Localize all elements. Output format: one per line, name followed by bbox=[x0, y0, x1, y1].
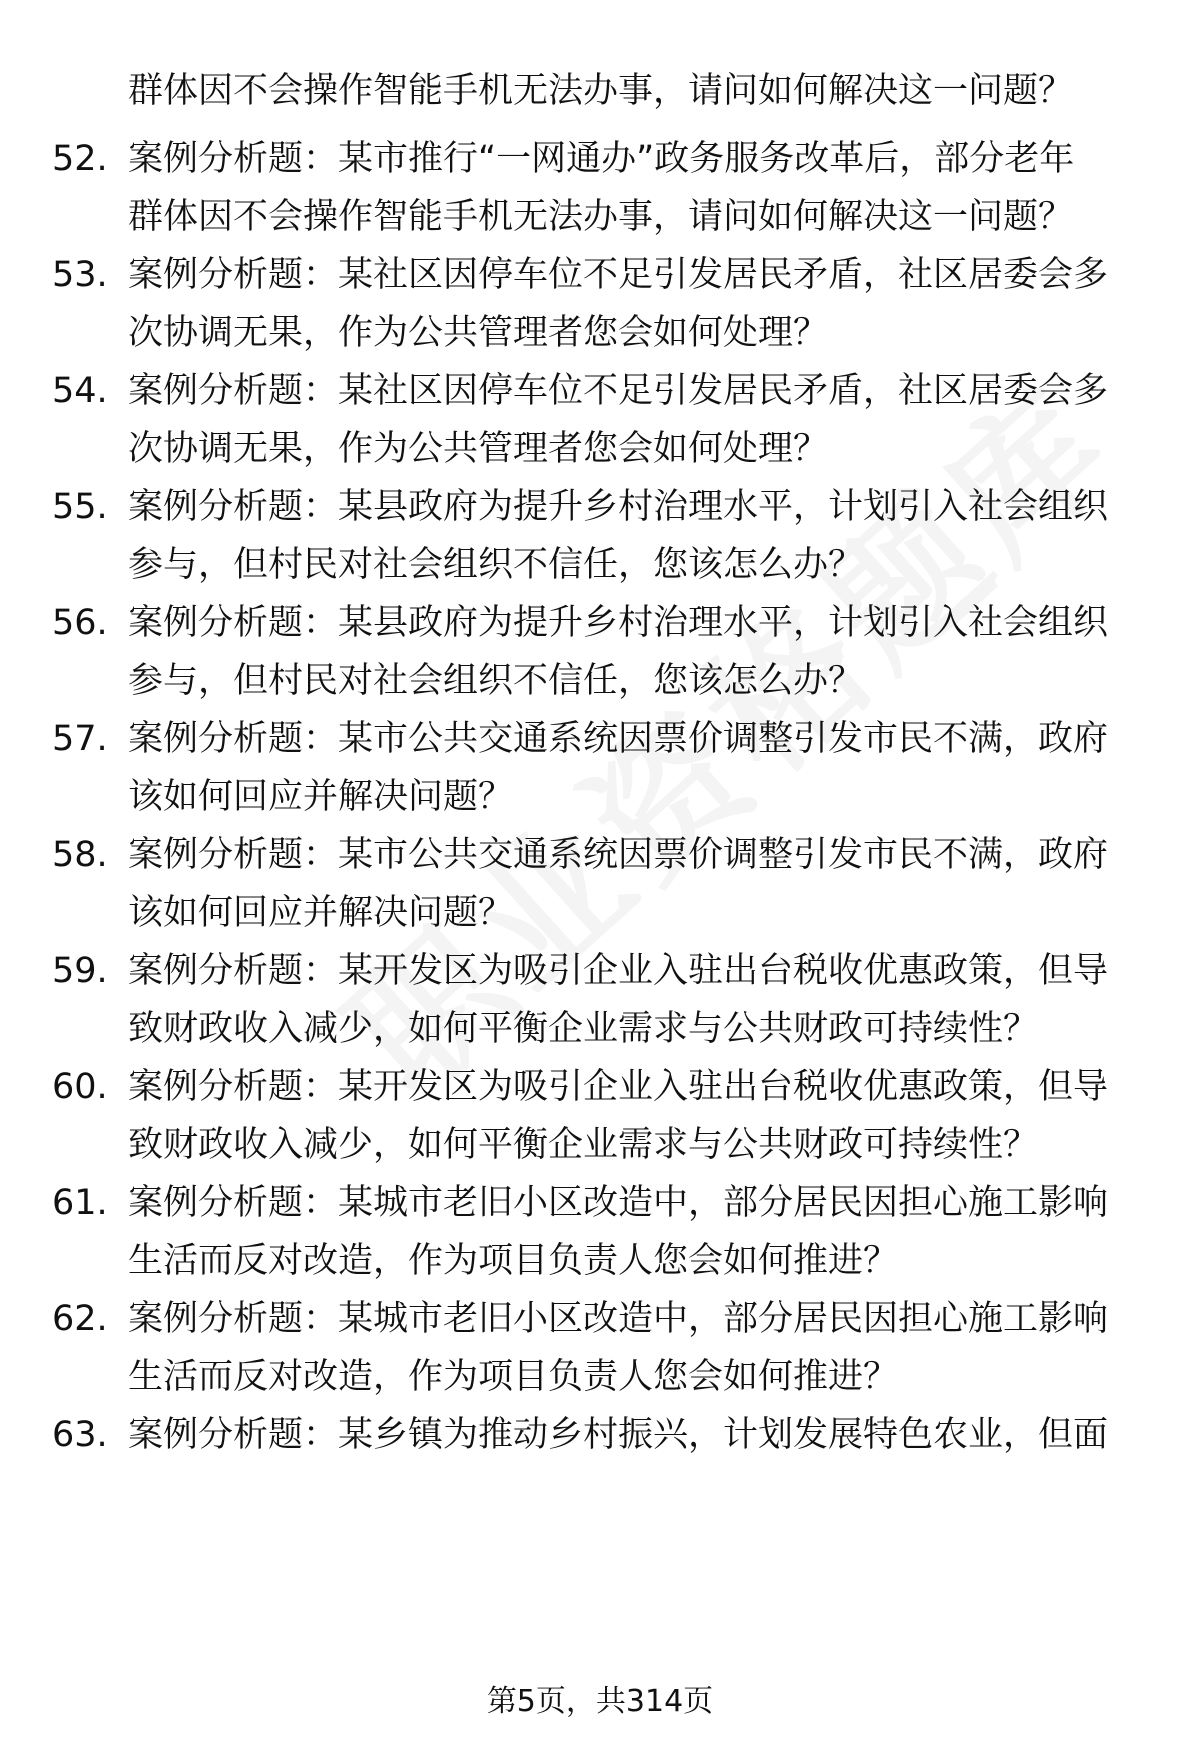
question-text-line: 案例分析题：某社区因停车位不足引发居民矛盾，社区居委会多 bbox=[128, 255, 1109, 295]
continuation-line: 群体因不会操作智能手机无法办事，请问如何解决这一问题？ bbox=[128, 71, 1074, 111]
question-text-line: 致财政收入减少，如何平衡企业需求与公共财政可持续性？ bbox=[128, 1125, 1039, 1165]
question-text-line: 案例分析题：某社区因停车位不足引发居民矛盾，社区居委会多 bbox=[128, 371, 1109, 411]
question-number: 63. bbox=[52, 1415, 108, 1455]
question-text-line: 案例分析题：某县政府为提升乡村治理水平，计划引入社会组织 bbox=[128, 603, 1109, 643]
question-text-line: 该如何回应并解决问题？ bbox=[128, 777, 514, 817]
question-text-line: 案例分析题：某乡镇为推动乡村振兴，计划发展特色农业，但面 bbox=[128, 1415, 1109, 1455]
question-item bbox=[0, 246, 1200, 362]
question-text-line: 该如何回应并解决问题？ bbox=[128, 893, 514, 933]
question-text-line: 参与，但村民对社会组织不信任，您该怎么办？ bbox=[128, 661, 864, 701]
question-text-line: 案例分析题：某市公共交通系统因票价调整引发市民不满，政府 bbox=[128, 719, 1109, 759]
question-item bbox=[0, 826, 1200, 942]
question-item bbox=[0, 478, 1200, 594]
question-number: 60. bbox=[52, 1067, 108, 1107]
question-item bbox=[0, 1290, 1200, 1406]
question-text-line: 致财政收入减少，如何平衡企业需求与公共财政可持续性？ bbox=[128, 1009, 1039, 1049]
question-item bbox=[0, 942, 1200, 1058]
question-number: 58. bbox=[52, 835, 108, 875]
question-item bbox=[0, 1058, 1200, 1174]
question-number: 55. bbox=[52, 487, 108, 527]
question-text-line: 案例分析题：某开发区为吸引企业入驻出台税收优惠政策，但导 bbox=[128, 951, 1109, 991]
question-text-line: 次协调无果，作为公共管理者您会如何处理？ bbox=[128, 313, 829, 353]
question-number: 56. bbox=[52, 603, 108, 643]
question-text-line: 案例分析题：某县政府为提升乡村治理水平，计划引入社会组织 bbox=[128, 487, 1109, 527]
question-text-line: 参与，但村民对社会组织不信任，您该怎么办？ bbox=[128, 545, 864, 585]
question-text-line: 案例分析题：某市推行“一网通办”政务服务改革后，部分老年 bbox=[128, 139, 1075, 179]
question-item bbox=[0, 1174, 1200, 1290]
question-item bbox=[0, 362, 1200, 478]
question-text-line: 案例分析题：某城市老旧小区改造中，部分居民因担心施工影响 bbox=[128, 1183, 1109, 1223]
question-item bbox=[0, 594, 1200, 710]
question-number: 57. bbox=[52, 719, 108, 759]
question-text-line: 案例分析题：某开发区为吸引企业入驻出台税收优惠政策，但导 bbox=[128, 1067, 1109, 1107]
question-number: 62. bbox=[52, 1299, 108, 1339]
question-text-line: 群体因不会操作智能手机无法办事，请问如何解决这一问题？ bbox=[128, 197, 1074, 237]
question-item bbox=[0, 130, 1200, 246]
question-text-line: 生活而反对改造，作为项目负责人您会如何推进？ bbox=[128, 1241, 899, 1281]
question-number: 53. bbox=[52, 255, 108, 295]
question-number: 54. bbox=[52, 371, 108, 411]
question-number: 52. bbox=[52, 139, 108, 179]
question-text-line: 案例分析题：某城市老旧小区改造中，部分居民因担心施工影响 bbox=[128, 1299, 1109, 1339]
page-footer: 第5页，共314页 bbox=[486, 1684, 714, 1719]
question-number: 61. bbox=[52, 1183, 108, 1223]
question-item bbox=[0, 710, 1200, 826]
question-item bbox=[0, 1406, 1200, 1522]
question-text-line: 案例分析题：某市公共交通系统因票价调整引发市民不满，政府 bbox=[128, 835, 1109, 875]
question-text-line: 次协调无果，作为公共管理者您会如何处理？ bbox=[128, 429, 829, 469]
question-text-line: 生活而反对改造，作为项目负责人您会如何推进？ bbox=[128, 1357, 899, 1397]
question-number: 59. bbox=[52, 951, 108, 991]
